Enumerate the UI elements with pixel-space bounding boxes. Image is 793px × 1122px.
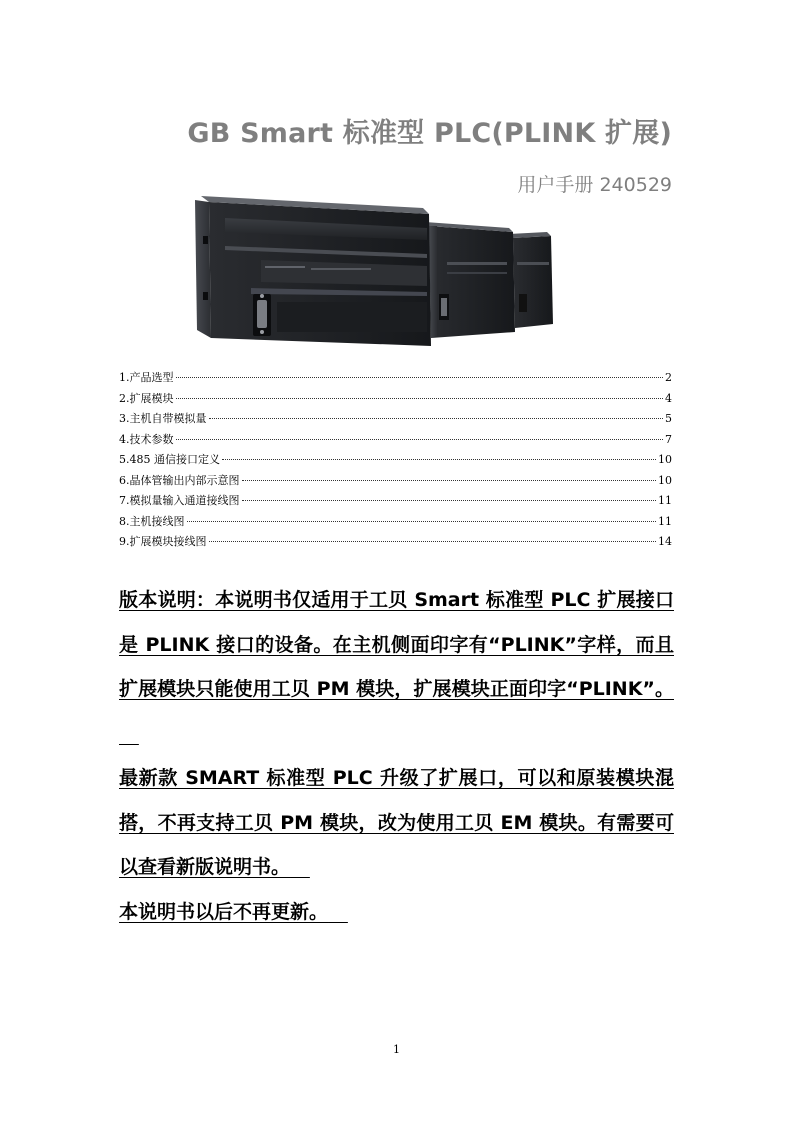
toc-leader-dots — [176, 377, 664, 378]
notice-paragraph-no-updates: 本说明书以后不再更新。 — [119, 900, 329, 923]
toc-leader-dots — [209, 541, 657, 542]
toc-entry[interactable] — [119, 513, 672, 534]
toc-entry-page: 11 — [658, 494, 672, 507]
toc-entry[interactable] — [119, 431, 672, 452]
page-number: 1 — [393, 1043, 400, 1056]
toc-leader-dots — [176, 439, 664, 440]
toc-entry-page: 10 — [658, 473, 672, 487]
toc-entry[interactable] — [119, 410, 672, 431]
toc-entry-page: 2 — [665, 371, 672, 384]
plc-cpu-main-unit — [195, 196, 431, 346]
toc-leader-dots — [222, 459, 656, 460]
toc-leader-dots — [209, 418, 664, 419]
toc-leader-dots — [187, 521, 657, 522]
notice-paragraph-applicability: 版本说明：本说明书仅适用于工贝 Smart 标准型 PLC 扩展接口是 PLINK 接口的设备。在主机侧面印字有“PLINK”字样，而且扩展模块只能使用工贝 PM 模块，扩展模块正面印字“PLINK”。 — [119, 589, 674, 700]
toc-entry-label: 2.扩展模块 — [119, 391, 174, 405]
toc-entry-label: 9.扩展模块接线图 — [119, 535, 207, 548]
toc-entry-label: 5.485 通信接口定义 — [119, 453, 220, 466]
plc-expansion-module-small — [509, 232, 553, 328]
toc-entry-page: 4 — [665, 391, 672, 405]
toc-entry-page: 7 — [665, 432, 672, 446]
toc-entry-label: 1.产品选型 — [119, 371, 174, 384]
toc-entry-label: 6.晶体管输出内部示意图 — [119, 473, 240, 487]
toc-entry[interactable] — [119, 472, 672, 493]
toc-leader-dots — [242, 500, 657, 501]
toc-entry-page: 5 — [665, 412, 672, 425]
version-notice — [119, 578, 674, 934]
document-title: GB Smart 标准型 PLC(PLINK 扩展) — [187, 118, 672, 149]
toc-entry-page: 10 — [658, 453, 672, 466]
toc-entry-label: 7.模拟量输入通道接线图 — [119, 494, 240, 507]
toc-entry[interactable] — [119, 390, 672, 411]
notice-paragraph-upgrade: 最新款 SMART 标准型 PLC 升级了扩展口，可以和原装模块混搭，不再支持工贝 PM 模块，改为使用工贝 EM 模块。有需要可以查看新版说明书。 — [119, 767, 674, 878]
toc-entry[interactable] — [119, 533, 672, 554]
toc-entry[interactable] — [119, 451, 672, 472]
toc-entry-page: 14 — [658, 535, 672, 548]
toc-entry-label: 8.主机接线图 — [119, 514, 185, 528]
toc-entry[interactable] — [119, 369, 672, 390]
toc-entry-page: 11 — [658, 514, 672, 528]
toc-leader-dots — [242, 480, 657, 481]
table-of-contents — [119, 369, 672, 554]
plc-product-photo — [191, 188, 571, 366]
toc-entry[interactable] — [119, 492, 672, 513]
toc-entry-label: 3.主机自带模拟量 — [119, 412, 207, 425]
document-subtitle: 用户手册 240529 — [517, 174, 672, 196]
plc-expansion-module — [425, 222, 515, 338]
toc-leader-dots — [176, 398, 664, 399]
toc-entry-label: 4.技术参数 — [119, 432, 174, 446]
